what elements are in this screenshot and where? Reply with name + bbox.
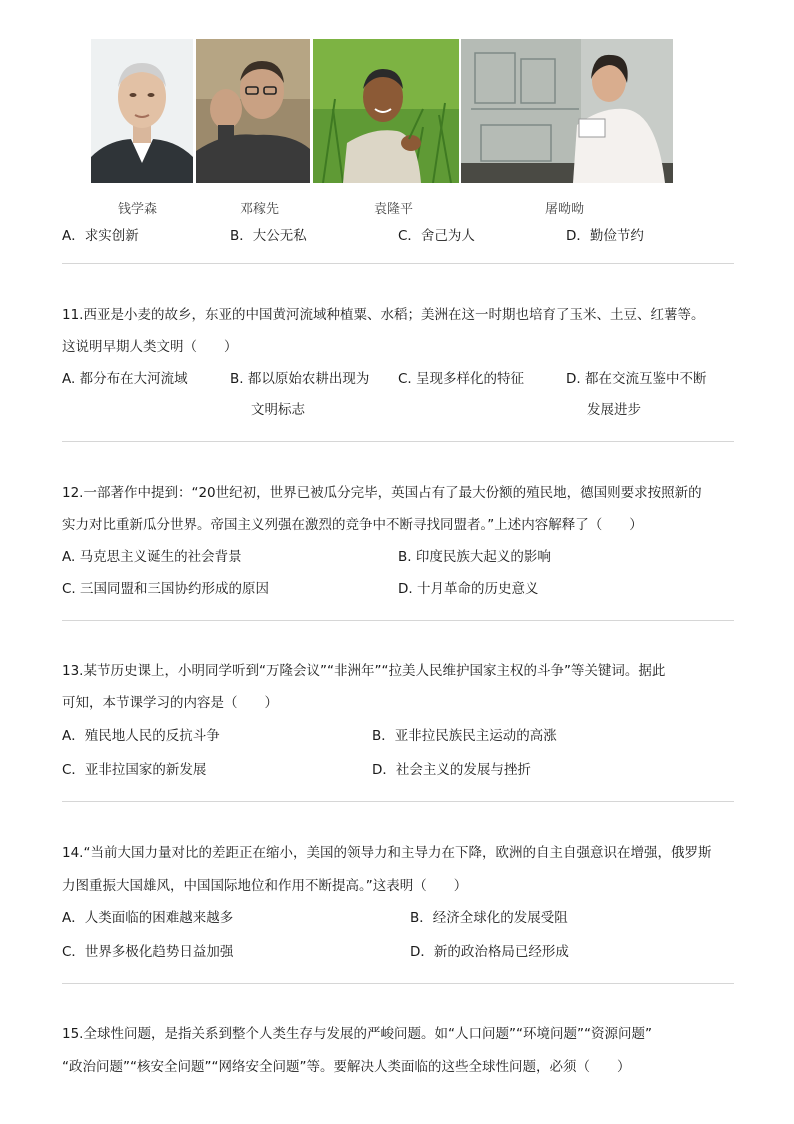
q12-option-a[interactable]: A. 马克思主义诞生的社会背景 [62,549,242,565]
divider [62,983,734,984]
portrait-deng-jiaxian [196,39,310,183]
q14-option-b[interactable]: B．经济全球化的发展受阻 [410,910,568,926]
q14-stem: 14.“当前大国力量对比的差距正在缩小，美国的领导力和主导力在下降，欧洲的自主自强意识在增强，俄罗斯 [62,845,712,861]
q13-option-d[interactable]: D．社会主义的发展与挫折 [372,762,531,778]
q10-option-c[interactable]: C．舍己为人 [398,228,475,244]
q12-option-b[interactable]: B. 印度民族大起义的影响 [398,549,551,565]
q15-stem: “政治问题”“核安全问题”“网络安全问题”等。要解决人类面临的这些全球性问题，必须（ ） [62,1059,631,1075]
photo-caption: 袁隆平 [374,202,414,217]
q11-option-c[interactable]: C. 呈现多样化的特征 [398,371,525,387]
photo-caption: 屠呦呦 [545,202,585,217]
q14-option-c[interactable]: C．世界多极化趋势日益加强 [62,944,234,960]
q15-stem: 15.全球性问题，是指关系到整个人类生存与发展的严峻问题。如“人口问题”“环境问题”“资源问题” [62,1026,652,1042]
q11-option-b[interactable]: B. 都以原始农耕出现为 [230,371,370,387]
q10-option-b[interactable]: B．大公无私 [230,228,307,244]
photo-caption: 邓稼先 [240,202,280,217]
q14-option-a[interactable]: A．人类面临的困难越来越多 [62,910,234,926]
q10-option-a[interactable]: A．求实创新 [62,228,139,244]
q12-stem: 12.一部著作中提到：“20世纪初，世界已被瓜分完毕，英国占有了最大份额的殖民地，德国则要求按照新的 [62,485,702,501]
portrait-tu-youyou [461,39,673,183]
divider [62,801,734,802]
q13-option-b[interactable]: B．亚非拉民族民主运动的高涨 [372,728,557,744]
q12-stem: 实力对比重新瓜分世界。帝国主义列强在激烈的竞争中不断寻找同盟者。”上述内容解释了（ ） [62,517,643,533]
q14-stem: 力图重振大国雄风，中国国际地位和作用不断提高。”这表明（ ） [62,878,468,894]
divider [62,263,734,264]
q13-option-c[interactable]: C．亚非拉国家的新发展 [62,762,207,778]
q13-stem: 可知，本节课学习的内容是（ ） [62,695,278,711]
q11-stem: 11.西亚是小麦的故乡，东亚的中国黄河流域种植粟、水稻；美洲在这一时期也培育了玉米、土豆、红薯等。 [62,307,705,323]
divider [62,441,734,442]
divider [62,620,734,621]
q12-option-d[interactable]: D. 十月革命的历史意义 [398,581,539,597]
q13-option-a[interactable]: A．殖民地人民的反抗斗争 [62,728,220,744]
q10-option-d[interactable]: D．勤俭节约 [566,228,644,244]
q12-option-c[interactable]: C. 三国同盟和三国协约形成的原因 [62,581,270,597]
q14-option-d[interactable]: D．新的政治格局已经形成 [410,944,569,960]
q13-stem: 13.某节历史课上，小明同学听到“万隆会议”“非洲年”“拉美人民维护国家主权的斗争”等关键词。据此 [62,663,666,679]
q11-option-b[interactable]: 文明标志 [251,402,305,418]
q11-option-d[interactable]: 发展进步 [587,402,641,418]
portrait-qian-xuesen [91,39,193,183]
q11-option-d[interactable]: D. 都在交流互鉴中不断 [566,371,707,387]
q11-option-a[interactable]: A. 都分布在大河流域 [62,371,188,387]
photo-caption: 钱学森 [118,202,158,217]
q11-stem: 这说明早期人类文明（ ） [62,339,238,355]
portrait-yuan-longping [313,39,459,183]
